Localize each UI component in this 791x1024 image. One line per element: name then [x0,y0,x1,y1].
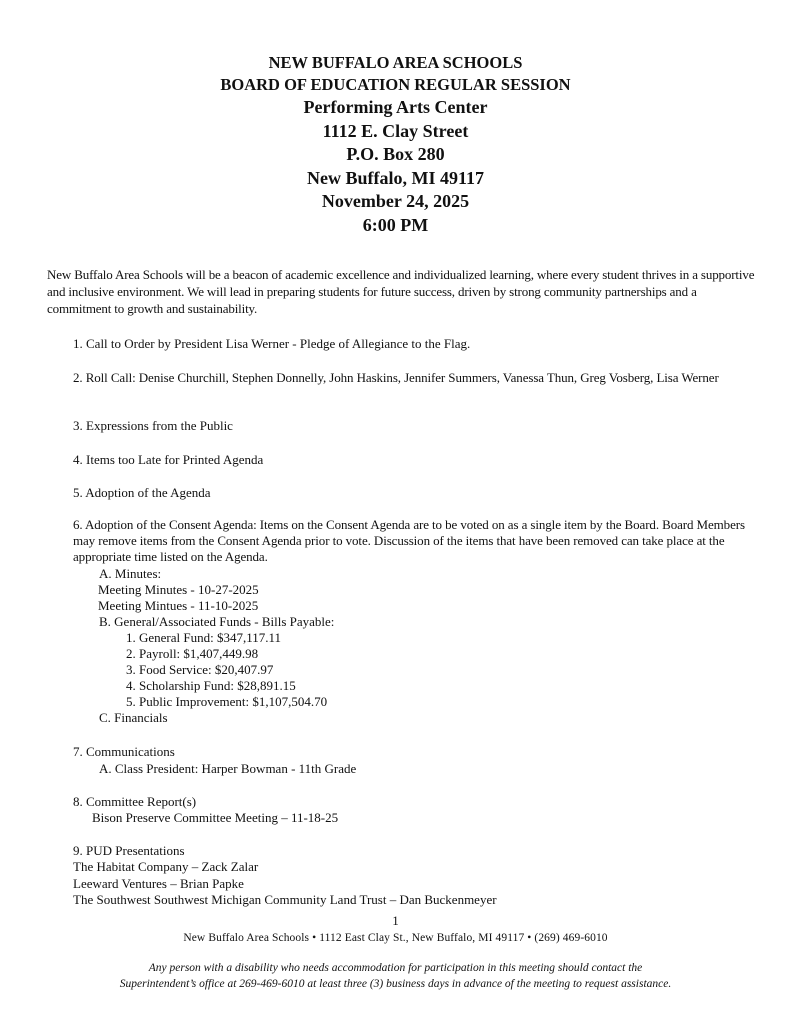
footer-address: New Buffalo Area Schools • 1112 East Clay St., New Buffalo, MI 49117 • (269) 469-6010 [183,932,608,944]
minutes-item: Meeting Mintues - 11-10-2025 [98,598,259,613]
venue: Performing Arts Center [303,97,488,117]
agenda-item-adoption-agenda: 5. Adoption of the Agenda [73,485,211,500]
accessibility-note-line: Superintendent’s office at 269-469-6010 at least three (3) business days in advance of the meeting to request assistance. [119,978,672,990]
accessibility-note-line: Any person with a disability who needs accommodation for participation in this meeting should contact the [148,962,643,974]
meeting-date: November 24, 2025 [321,191,470,212]
bills-item: 2. Payroll: $1,407,449.98 [126,646,259,661]
bills-item: 1. General Fund: $347,117.11 [126,630,282,645]
pud-presentation-item: Leeward Ventures – Brian Papke [73,876,244,891]
minutes-item: Meeting Minutes - 10-27-2025 [98,582,259,597]
consent-financials: C. Financials [99,710,168,725]
communications-item: A. Class President: Harper Bowman - 11th Grade [99,761,357,776]
street-address: 1112 E. Clay Street [322,120,469,141]
agenda-header [0,52,791,238]
bills-item: 5. Public Improvement: $1,107,504.70 [126,694,328,709]
agenda-item-late-items: 4. Items too Late for Printed Agenda [73,452,264,467]
agenda-item-communications: 7. Communications [73,744,175,759]
bills-item: 4. Scholarship Fund: $28,891.15 [126,678,296,693]
mission-statement: New Buffalo Area Schools will be a beacon of academic excellence and individualized learning, where every student thrives in a supportive and inclusive environment. We will lead in preparing students for future success, driven by strong community partnerships and a commitment to growth and sustainability. [47,267,755,316]
school-name: NEW BUFFALO AREA SCHOOLS [268,53,523,72]
committee-report-item: Bison Preserve Committee Meeting – 11-18-25 [92,810,339,825]
agenda-item-roll-call: 2. Roll Call: Denise Churchill, Stephen Donnelly, John Haskins, Jennifer Summers, Vanessa Thun, Greg Vosberg, Lisa Werner [73,370,719,385]
session-title: BOARD OF EDUCATION REGULAR SESSION [220,75,571,94]
po-box: P.O. Box 280 [346,144,445,165]
consent-bills-heading: B. General/Associated Funds - Bills Payable: [99,614,335,629]
agenda-item-pud-presentations: 9. PUD Presentations [73,843,185,858]
pud-presentation-item: The Southwest Southwest Michigan Community Land Trust – Dan Buckenmeyer [73,892,497,907]
agenda-item-call-to-order: 1. Call to Order by President Lisa Werner - Pledge of Allegiance to the Flag. [73,336,471,351]
pud-presentation-item: The Habitat Company – Zack Zalar [73,859,259,874]
agenda-item-public-expressions: 3. Expressions from the Public [73,418,233,433]
agenda-item-committee-reports: 8. Committee Report(s) [73,794,197,809]
page-number: 1 [392,913,399,928]
bills-item: 3. Food Service: $20,407.97 [126,662,274,677]
agenda-item-consent-agenda: 6. Adoption of the Consent Agenda: Items on the Consent Agenda are to be voted on as a single item by the Board. Board Members may remove items from the Consent Agenda prior to vote. Discussion of the items that have been removed can take place at the appropriate time listed on the Agenda. [73,517,745,564]
consent-minutes-heading: A. Minutes: [99,566,162,581]
accessibility-note [0,960,791,992]
meeting-time: 6:00 PM [362,214,429,235]
city-state-zip: New Buffalo, MI 49117 [307,167,484,188]
